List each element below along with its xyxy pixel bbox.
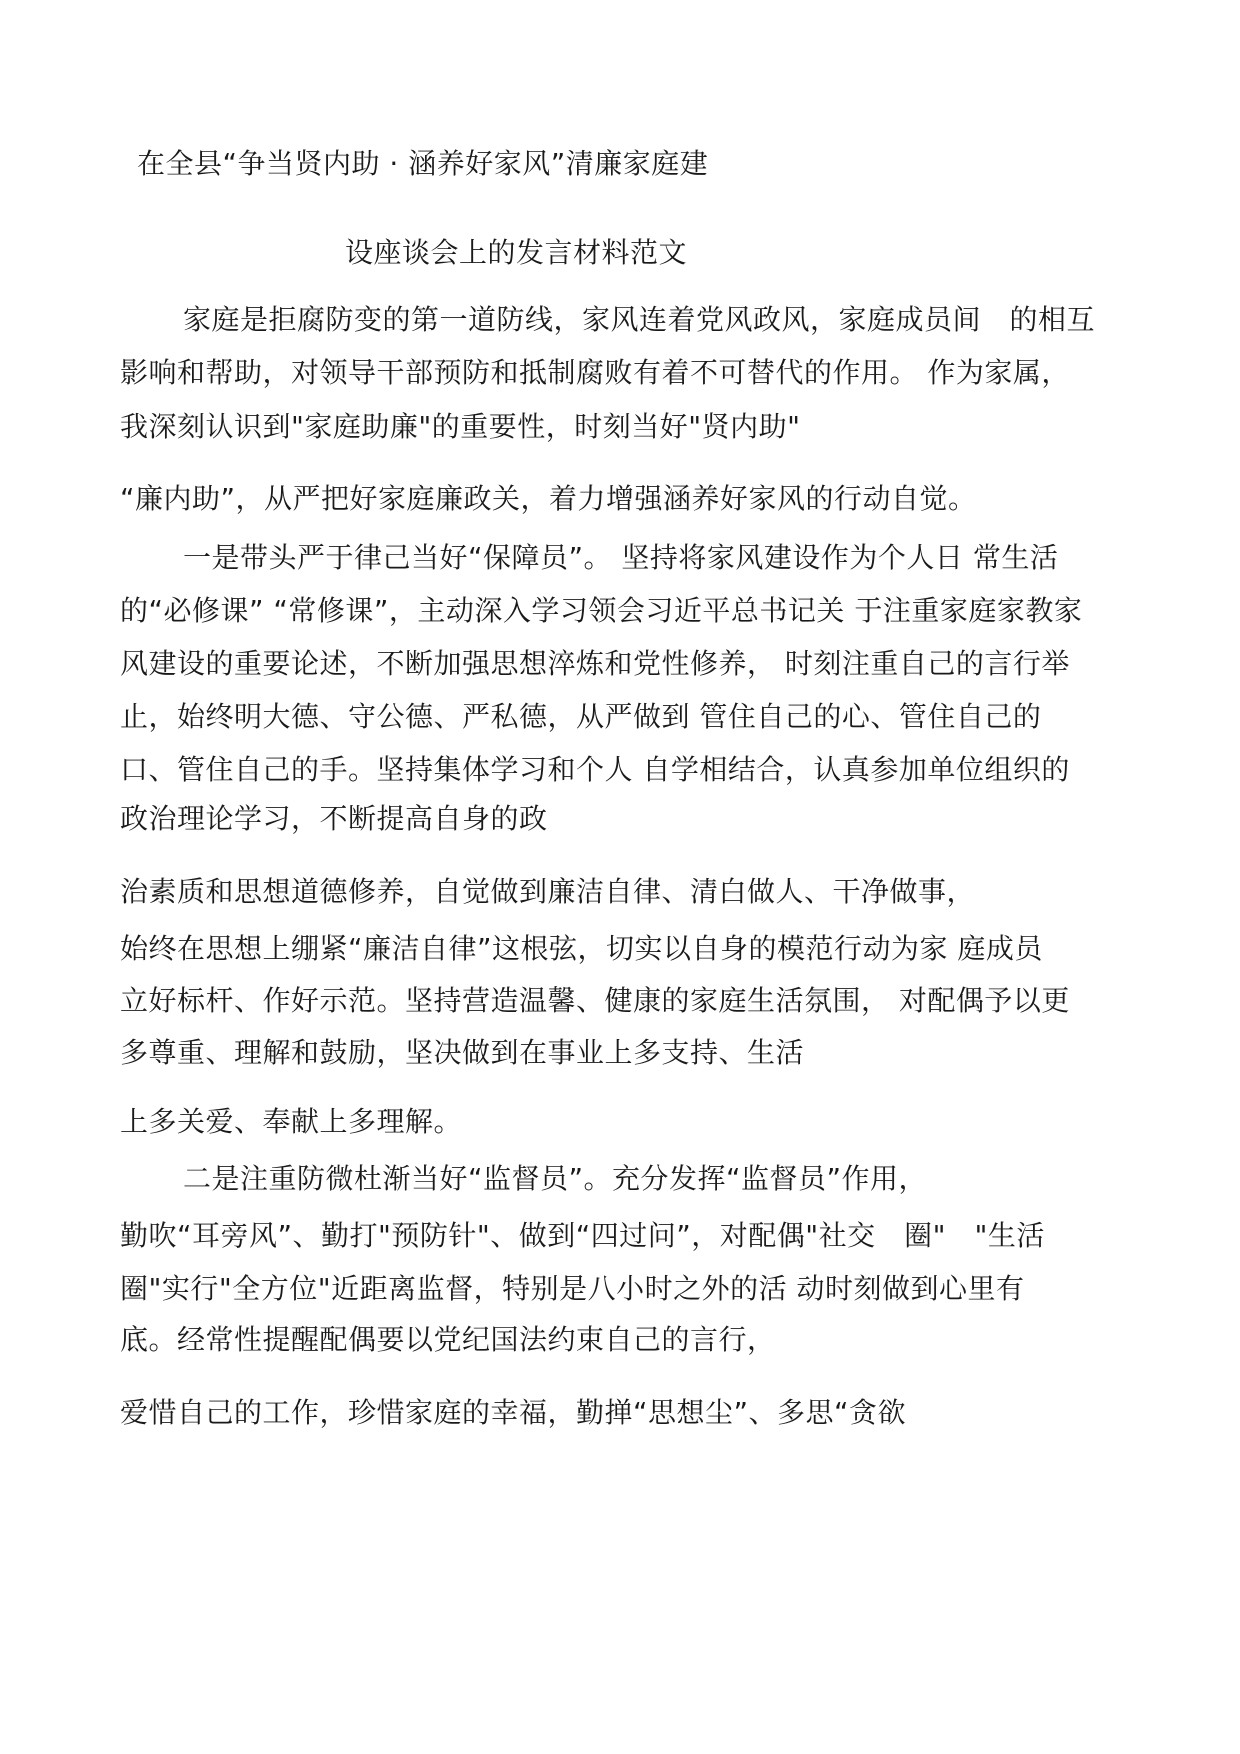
body-line: 一是带头严于律己当好“保障员”。 坚持将家风建设作为个人日 常生活	[183, 541, 1059, 574]
body-line: 勤吹“耳旁风”、勤打"预防针"、做到“四过问”，对配偶"社交 圈" "生活	[120, 1219, 1045, 1252]
body-line: “廉内助”，从严把好家庭廉政关，着力增强涵养好家风的行动自觉。	[120, 482, 977, 515]
body-line: 的“必修课” “常修课”，主动深入学习领会习近平总书记关 于注重家庭家教家	[120, 594, 1083, 627]
body-line: 家庭是拒腐防变的第一道防线，家风连着党风政风，家庭成员间 的相互	[183, 303, 1096, 336]
body-line: 底。经常性提醒配偶要以党纪国法约束自己的言行，	[120, 1323, 776, 1356]
document-title-line-1: 在全县“争当贤内助 · 涵养好家风”清廉家庭建	[137, 147, 709, 180]
body-line: 二是注重防微杜渐当好“监督员”。充分发挥“监督员”作用，	[183, 1162, 928, 1195]
body-line: 上多关爱、奉献上多理解。	[120, 1105, 463, 1138]
body-line: 爱惜自己的工作，珍惜家庭的幸福，勤掸“思想尘”、多思“贪欲	[120, 1396, 907, 1429]
body-line: 风建设的重要论述，不断加强思想淬炼和党性修养， 时刻注重自己的言行举	[120, 647, 1070, 680]
body-line: 治素质和思想道德修养，自觉做到廉洁自律、清白做人、干净做事，	[120, 875, 976, 908]
body-line: 始终在思想上绷紧“廉洁自律”这根弦，切实以自身的模范行动为家 庭成员	[120, 932, 1043, 965]
body-line: 立好标杆、作好示范。坚持营造温馨、健康的家庭生活氛围， 对配偶予以更	[120, 984, 1070, 1017]
body-line: 影响和帮助，对领导干部预防和抵制腐败有着不可替代的作用。 作为家属，	[120, 356, 1070, 389]
body-line: 圈"实行"全方位"近距离监督，特别是八小时之外的活 动时刻做到心里有	[120, 1272, 1025, 1305]
body-line: 多尊重、理解和鼓励，坚决做到在事业上多支持、生活	[120, 1036, 805, 1069]
body-line: 止，始终明大德、守公德、严私德，从严做到 管住自己的心、管住自己的	[120, 700, 1042, 733]
body-line: 口、管住自己的手。坚持集体学习和个人 自学相结合，认真参加单位组织的	[120, 753, 1070, 786]
body-line: 我深刻认识到"家庭助廉"的重要性，时刻当好"贤内助"	[120, 410, 801, 443]
body-line: 政治理论学习，不断提高自身的政	[120, 802, 548, 835]
document-title-line-2: 设座谈会上的发言材料范文	[345, 236, 688, 269]
